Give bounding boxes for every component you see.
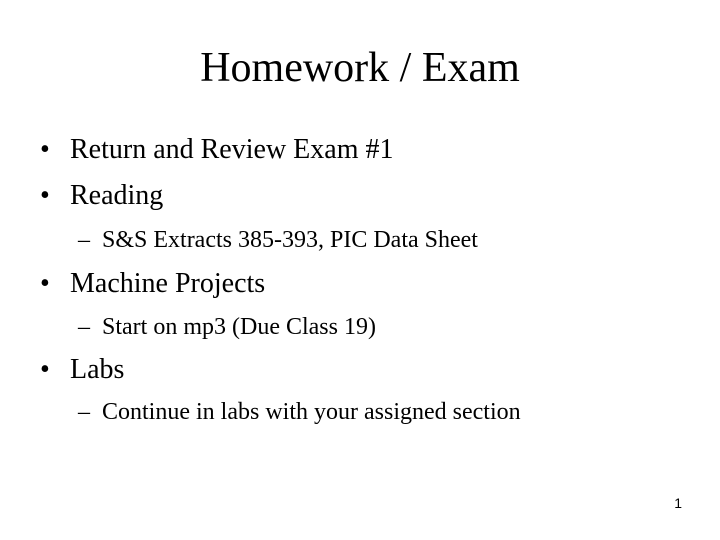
sub-bullet-text: Continue in labs with your assigned section: [102, 399, 521, 425]
bullet-text: Machine Projects: [70, 268, 266, 299]
sub-bullet-text: S&S Extracts 385-393, PIC Data Sheet: [102, 227, 478, 253]
sub-bullet-item: [78, 312, 376, 342]
bullet-item: [40, 267, 265, 301]
page-number: 1: [674, 495, 682, 511]
bullet-item: [40, 133, 393, 167]
bullet-text: Reading: [70, 180, 164, 211]
sub-bullet-item: [78, 225, 478, 255]
sub-bullet-text: Start on mp3 (Due Class 19): [102, 314, 376, 340]
bullet-text: Return and Review Exam #1: [70, 134, 394, 165]
sub-bullet-marker: –: [78, 314, 90, 340]
bullet-item: [40, 353, 124, 387]
sub-bullet-item: [78, 397, 521, 427]
bullet-text: Labs: [70, 354, 125, 385]
slide-title: Homework / Exam: [200, 45, 520, 91]
bullet-marker: •: [40, 354, 50, 385]
bullet-marker: •: [40, 180, 50, 211]
sub-bullet-marker: –: [78, 399, 90, 425]
sub-bullet-marker: –: [78, 227, 90, 253]
bullet-marker: •: [40, 268, 50, 299]
bullet-marker: •: [40, 134, 50, 165]
bullet-item: [40, 179, 163, 213]
